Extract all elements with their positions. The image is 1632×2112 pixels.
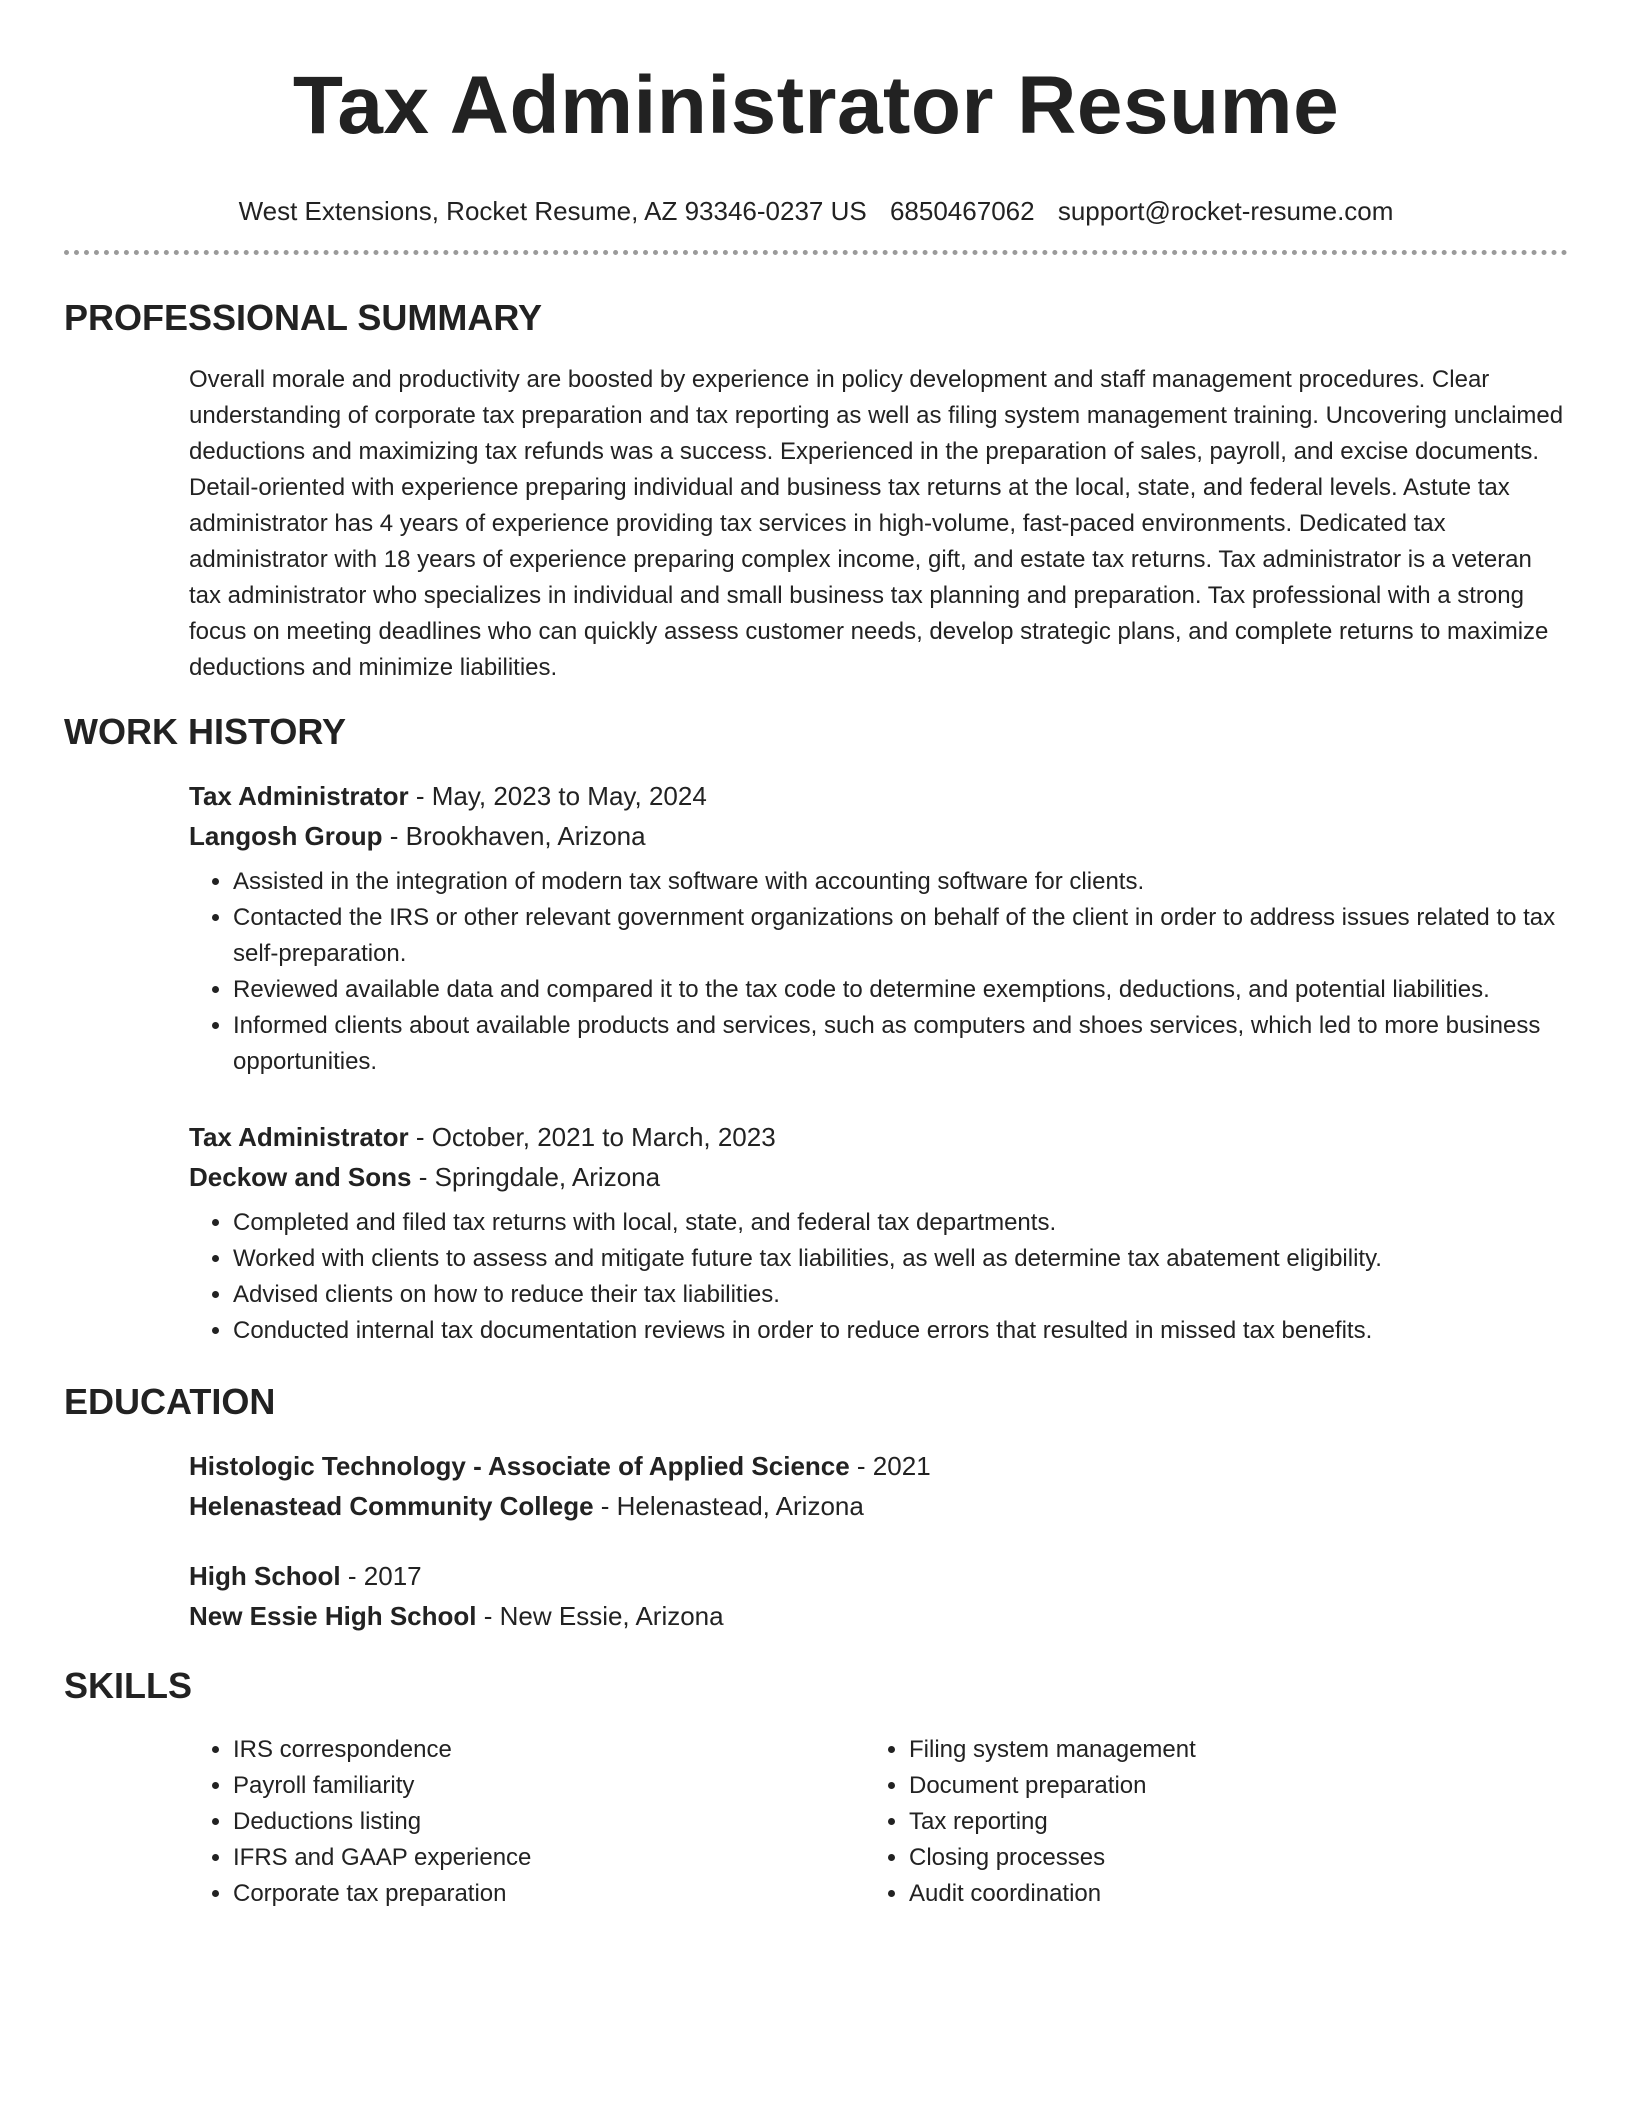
- list-item: • Completed and filed tax returns with local, state, and federal tax departments.: [233, 1205, 1568, 1241]
- education-heading: EDUCATION: [64, 1381, 276, 1422]
- job-company-line: [189, 1157, 1568, 1197]
- education-entry: [189, 1446, 1568, 1526]
- job-title: Tax Administrator: [189, 1122, 409, 1152]
- job-location: - Brookhaven, Arizona: [382, 821, 646, 851]
- list-item: • Closing processes: [909, 1840, 1505, 1876]
- degree: High School: [189, 1561, 341, 1591]
- address: West Extensions, Rocket Resume, AZ 93346-0237 US: [238, 196, 867, 226]
- job-title-line: [189, 776, 1568, 816]
- job-title: Tax Administrator: [189, 781, 409, 811]
- list-item: • Corporate tax preparation: [233, 1876, 829, 1912]
- header-divider: [64, 250, 1568, 255]
- job-bullets: [189, 1205, 1568, 1349]
- summary-section: [189, 362, 1568, 686]
- degree-year: - 2017: [340, 1561, 422, 1591]
- list-item: • IFRS and GAAP experience: [233, 1840, 829, 1876]
- list-item: • Audit coordination: [909, 1876, 1505, 1912]
- contact-line: [0, 194, 1632, 228]
- job-bullets: [189, 864, 1568, 1080]
- job-company: Langosh Group: [189, 821, 383, 851]
- job-title-line: [189, 1117, 1568, 1157]
- degree-line: [189, 1446, 1568, 1486]
- skills-column-left: [189, 1732, 829, 1912]
- job-dates: - May, 2023 to May, 2024: [408, 781, 707, 811]
- job-entry: [189, 1117, 1568, 1349]
- list-item: • IRS correspondence: [233, 1732, 829, 1768]
- list-item: • Tax reporting: [909, 1804, 1505, 1840]
- skills-heading: SKILLS: [64, 1665, 193, 1706]
- school-location: - Helenastead, Arizona: [593, 1491, 864, 1521]
- job-company: Deckow and Sons: [189, 1162, 412, 1192]
- list-item: • Assisted in the integration of modern tax software with accounting software for clients.: [233, 864, 1568, 900]
- job-dates: - October, 2021 to March, 2023: [408, 1122, 776, 1152]
- list-item: • Document preparation: [909, 1768, 1505, 1804]
- list-item: • Reviewed available data and compared it to the tax code to determine exemptions, deductions, and potential liabilities.: [233, 972, 1568, 1008]
- work-history-heading: WORK HISTORY: [64, 711, 347, 752]
- degree-year: - 2021: [849, 1451, 931, 1481]
- degree: Histologic Technology - Associate of Applied Science: [189, 1451, 850, 1481]
- school-location: - New Essie, Arizona: [476, 1601, 724, 1631]
- list-item: • Payroll familiarity: [233, 1768, 829, 1804]
- phone: 6850467062: [889, 196, 1035, 226]
- skills-list: [865, 1732, 1505, 1912]
- degree-line: [189, 1556, 1568, 1596]
- skills-list: [189, 1732, 829, 1912]
- list-item: • Contacted the IRS or other relevant government organizations on behalf of the client in order to address issues related to tax self-preparation.: [233, 900, 1568, 972]
- school-line: [189, 1596, 1568, 1636]
- list-item: • Deductions listing: [233, 1804, 829, 1840]
- job-company-line: [189, 816, 1568, 856]
- list-item: • Filing system management: [909, 1732, 1505, 1768]
- list-item: • Worked with clients to assess and mitigate future tax liabilities, as well as determine tax abatement eligibility.: [233, 1241, 1568, 1277]
- job-entry: [189, 776, 1568, 1080]
- page-title: Tax Administrator Resume: [292, 60, 1340, 151]
- list-item: • Informed clients about available products and services, such as computers and shoes services, which led to more business opportunities.: [233, 1008, 1568, 1080]
- job-location: - Springdale, Arizona: [411, 1162, 661, 1192]
- skills-section: [189, 1732, 1568, 1932]
- list-item: • Advised clients on how to reduce their tax liabilities.: [233, 1277, 1568, 1313]
- skills-column-right: [865, 1732, 1505, 1912]
- school: Helenastead Community College: [189, 1491, 594, 1521]
- summary-heading: PROFESSIONAL SUMMARY: [64, 297, 543, 338]
- education-entry: [189, 1556, 1568, 1636]
- school-line: [189, 1486, 1568, 1526]
- school: New Essie High School: [189, 1601, 477, 1631]
- list-item: • Conducted internal tax documentation reviews in order to reduce errors that resulted in missed tax benefits.: [233, 1313, 1568, 1349]
- email: support@rocket-resume.com: [1057, 196, 1394, 226]
- summary-text: Overall morale and productivity are boosted by experience in policy development and staff management procedures. Clear understanding of corporate tax preparation and tax reporting as well as filing system management training. Uncovering unclaimed deductions and maximizing tax refunds was a success. Experienced in the preparation of sales, payroll, and excise documents. Detail-oriented with experience preparing individual and business tax returns at the local, state, and federal levels. Astute tax administrator has 4 years of experience providing tax services in high-volume, fast-paced environments. Dedicated tax administrator with 18 years of experience preparing complex income, gift, and estate tax returns. Tax administrator is a veteran tax administrator who specializes in individual and small business tax planning and preparation. Tax professional with a strong focus on meeting deadlines who can quickly assess customer needs, develop strategic plans, and complete returns to maximize deductions and minimize liabilities.: [189, 366, 1564, 681]
